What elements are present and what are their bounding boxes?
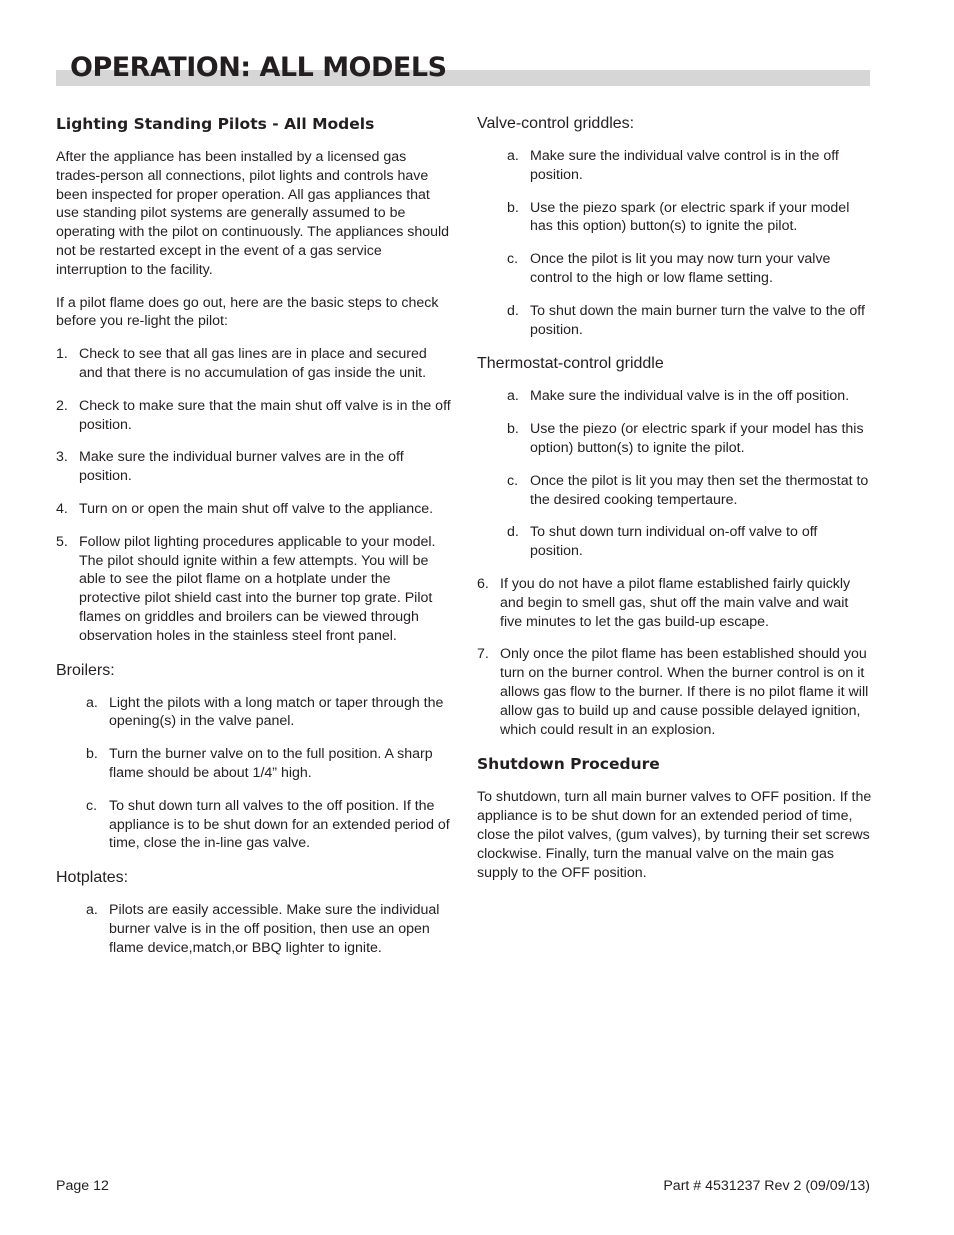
- list-item: [86, 797, 451, 853]
- item-text: Once the pilot is lit you may now turn your valve control to the high or low flame setting.: [530, 251, 831, 286]
- page-number: Page 12: [56, 1178, 109, 1194]
- list-item: [507, 250, 872, 288]
- list-item: [507, 147, 872, 185]
- item-marker: a.: [86, 694, 98, 711]
- item-text: To shut down turn individual on-off valve to off position.: [530, 524, 818, 560]
- item-text: To shut down turn all valves to the off position. If the appliance is to be shut down for an extended period of time, close the in-line gas valve.: [109, 797, 450, 852]
- item-text: To shut down the main burner turn the valve to the off position.: [530, 302, 865, 338]
- item-marker: c.: [507, 251, 519, 268]
- item-marker: a.: [507, 148, 519, 164]
- list-item: [56, 397, 451, 435]
- list-item: [507, 472, 872, 510]
- broilers-list: [56, 694, 451, 854]
- step-text: Follow pilot lighting procedures applicable to your model. The pilot should ignite within a few attempts. You will be able to see the pilot flame on a hotplate under the protective pilot shield cast into the burner top grate. Pilot flames on griddles and broilers can be viewed through observation holes in the stainless steel front panel.: [79, 533, 436, 644]
- item-marker: c.: [507, 472, 519, 489]
- lighting-steps: [56, 345, 451, 645]
- step-text: Turn on or open the main shut off valve to the appliance.: [79, 500, 434, 517]
- hotplates-list: [56, 901, 451, 957]
- item-text: Light the pilots with a long match or taper through the opening(s) in the valve panel.: [109, 694, 444, 730]
- hotplates-heading: Hotplates:: [56, 869, 129, 887]
- right-column: [477, 113, 872, 896]
- list-item: [56, 533, 451, 646]
- item-text: Use the piezo (or electric spark if your model has this option) button(s) to ignite the pilot.: [530, 421, 864, 456]
- step-text: If you do not have a pilot flame established fairly quickly and begin to smell gas, shut off the main valve and wait five minutes to let the gas build-up escape.: [500, 575, 851, 630]
- part-number: Part # 4531237 Rev 2 (09/09/13): [663, 1178, 870, 1194]
- item-marker: c.: [86, 797, 98, 814]
- page-title: OPERATION: ALL MODELS: [70, 52, 447, 83]
- valve-griddles-list: [477, 147, 872, 339]
- item-text: Use the piezo spark (or electric spark if your model has this option) button(s) to ignite the pilot.: [530, 199, 850, 235]
- broilers-heading: Broilers:: [56, 661, 115, 679]
- item-marker: a.: [507, 388, 519, 405]
- step-number: 1.: [56, 346, 68, 363]
- list-item: [507, 523, 872, 561]
- list-item: [86, 745, 451, 783]
- step-text: Check to make sure that the main shut off valve is in the off position.: [79, 397, 451, 433]
- item-text: Make sure the individual valve control is in the off position.: [530, 148, 839, 183]
- item-marker: d.: [507, 524, 519, 541]
- item-text: Pilots are easily accessible. Make sure the individual burner valve is in the off position, then use an open flame device,match,or BBQ lighter to ignite.: [109, 902, 440, 956]
- step-number: 6.: [477, 575, 489, 592]
- step-text: Only once the pilot flame has been established should you turn on the burner control. When the burner control is on it allows gas flow to the burner. If there is no pilot flame it will allow gas to build up and cause possible delayed ignition, which could result in an explosion.: [500, 646, 869, 738]
- list-item: [56, 500, 451, 519]
- item-text: Make sure the individual valve is in the off position.: [530, 388, 850, 405]
- step-number: 7.: [477, 646, 489, 663]
- thermostat-griddle-list: [477, 387, 872, 561]
- item-marker: d.: [507, 302, 519, 319]
- thermostat-steps: [477, 575, 872, 739]
- list-item: [477, 575, 872, 631]
- step-number: 4.: [56, 500, 68, 517]
- step-text: Check to see that all gas lines are in place and secured and that there is no accumulation of gas inside the unit.: [79, 346, 427, 381]
- item-marker: b.: [507, 421, 519, 438]
- step-number: 5.: [56, 533, 68, 550]
- shutdown-heading: Shutdown Procedure: [477, 755, 660, 774]
- lighting-intro-2: If a pilot flame does go out, here are the basic steps to check before you re-light the pilot:: [56, 294, 439, 330]
- list-item: [507, 199, 872, 237]
- item-marker: b.: [507, 199, 519, 216]
- step-number: 3.: [56, 449, 68, 466]
- list-item: [507, 420, 872, 458]
- lighting-intro: After the appliance has been installed by a licensed gas trades-person all connections, pilot lights and controls have been inspected for proper operation. All gas appliances that use standing pilot systems are generally assumed to be operating with the pilot on continuously. The appliances should not be restarted except in the event of a gas service interruption to the facility.: [56, 149, 450, 278]
- item-marker: a.: [86, 902, 98, 919]
- item-text: Turn the burner valve on to the full position. A sharp flame should be about 1/4” high.: [109, 746, 433, 781]
- valve-griddles-heading: Valve-control griddles:: [477, 115, 635, 132]
- left-column: [56, 113, 451, 972]
- list-item: [86, 694, 451, 732]
- list-item: [507, 387, 872, 406]
- shutdown-text: To shutdown, turn all main burner valves to OFF position. If the appliance is to be shut down for an extended period of time, close the pilot valves, (gum valves), by turning their set screws clockwise. Finally, turn the manual valve on the main gas supply to the OFF position.: [477, 789, 872, 881]
- thermostat-griddle-heading: Thermostat-control griddle: [477, 355, 664, 373]
- item-marker: b.: [86, 746, 98, 763]
- item-text: Once the pilot is lit you may then set the thermostat to the desired cooking tempertaure.: [530, 472, 869, 508]
- list-item: [507, 302, 872, 340]
- list-item: [86, 901, 451, 957]
- step-text: Make sure the individual burner valves are in the off position.: [79, 449, 404, 485]
- lighting-heading: Lighting Standing Pilots - All Models: [56, 115, 375, 133]
- step-number: 2.: [56, 397, 68, 414]
- list-item: [56, 345, 451, 383]
- list-item: [477, 645, 872, 739]
- list-item: [56, 448, 451, 486]
